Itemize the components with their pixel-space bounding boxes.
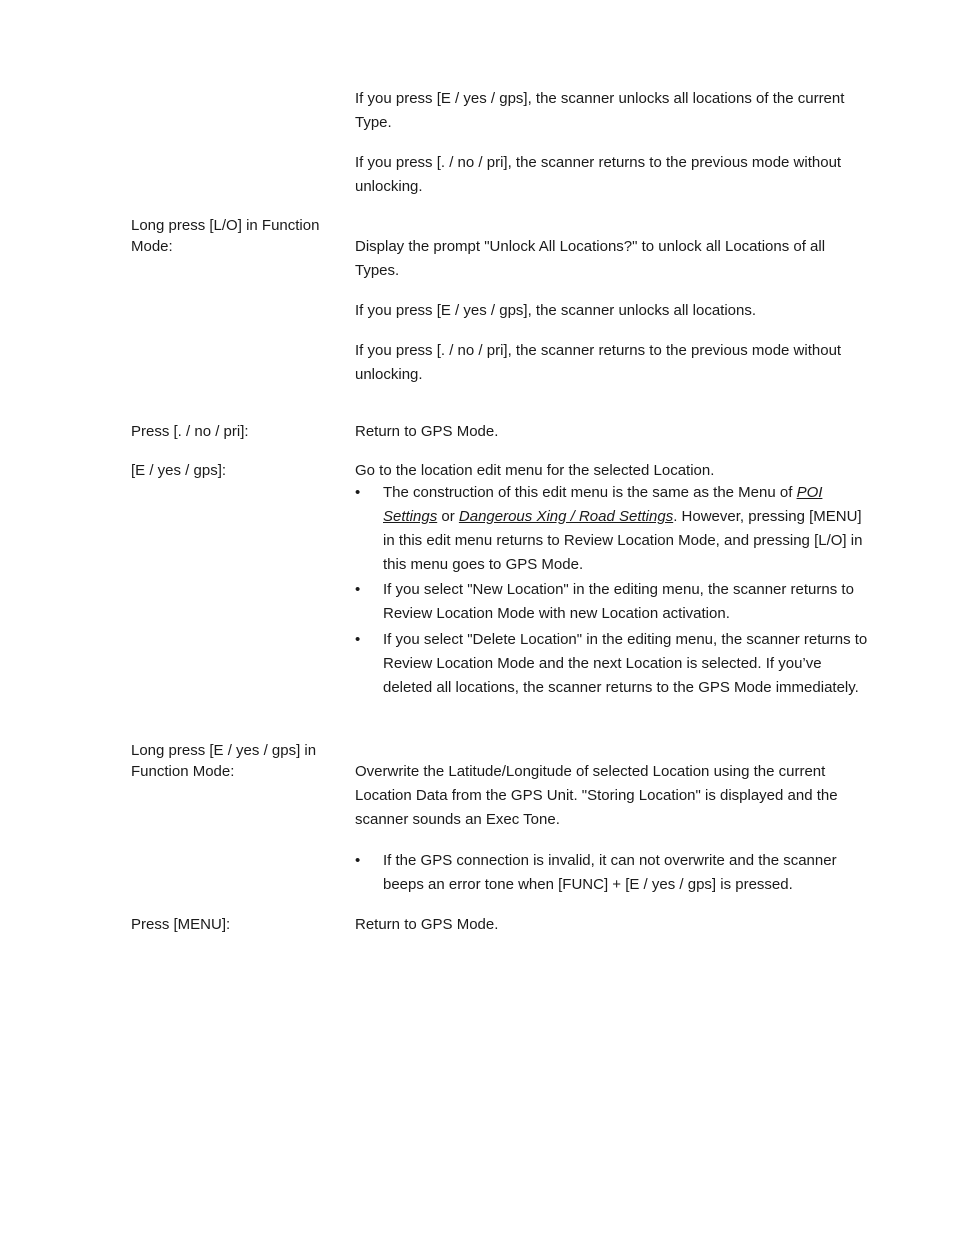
- unlock-all-no-text: If you press [. / no / pri], the scanner returns to the previous mode without unlocking.: [355, 342, 842, 383]
- overwrite-location-text: Overwrite the Latitude/Longitude of selected Location using the current Location Data from the GPS Unit. "Storing Location" is displayed and the scanner sounds an Exec Tone.: [355, 763, 838, 828]
- press-yes-label: [E / yes / gps]:: [131, 462, 227, 479]
- press-menu-label: Press [MENU]:: [131, 916, 231, 933]
- bullet-icon: •: [355, 484, 361, 501]
- bullet-text: The construction of this edit menu is the same as the Menu of: [383, 484, 797, 501]
- dangerous-xing-road-settings-link[interactable]: Dangerous Xing / Road Settings: [458, 508, 674, 525]
- bullet-text: If you select "Delete Location" in the editing menu, the scanner returns to Review Location Mode and the next Location is selected. If you’ve deleted all locations, the scanner returns to the GPS Mode immediately.: [383, 631, 868, 696]
- press-menu-text: Return to GPS Mode.: [355, 916, 499, 933]
- bullet-icon: •: [355, 852, 361, 869]
- bullet-text: If you select "New Location" in the editing menu, the scanner returns to Review Location Mode with new Location activation.: [383, 581, 854, 622]
- press-no-label: Press [. / no / pri]:: [131, 423, 249, 440]
- unlock-type-yes-text: If you press [E / yes / gps], the scanner unlocks all locations of the current Type.: [355, 90, 845, 131]
- poi-settings-link[interactable]: POI Settings: [383, 484, 823, 525]
- edit-menu-text: Go to the location edit menu for the selected Location.: [355, 462, 715, 479]
- bullet-text: . However, pressing [MENU] in this edit menu returns to Review Location Mode, and pressing [L/O] in this menu goes to GPS Mode.: [383, 508, 863, 573]
- unlock-all-yes-text: If you press [E / yes / gps], the scanner unlocks all locations.: [355, 302, 757, 319]
- bullet-text: If the GPS connection is invalid, it can not overwrite and the scanner beeps an error tone when [FUNC] + [E / yes / gps] is pressed.: [383, 852, 837, 893]
- bullet-icon: •: [355, 631, 361, 648]
- unlock-type-no-text: If you press [. / no / pri], the scanner returns to the previous mode without unlocking.: [355, 154, 842, 195]
- bullet-text: or: [437, 508, 459, 525]
- press-no-text: Return to GPS Mode.: [355, 423, 499, 440]
- long-press-lo-label: Long press [L/O] in Function Mode:: [131, 217, 320, 255]
- long-press-yes-label: Long press [E / yes / gps] in Function Mode:: [131, 742, 317, 780]
- unlock-all-prompt-text: Display the prompt "Unlock All Locations?" to unlock all Locations of all Types.: [355, 238, 826, 279]
- bullet-icon: •: [355, 581, 361, 598]
